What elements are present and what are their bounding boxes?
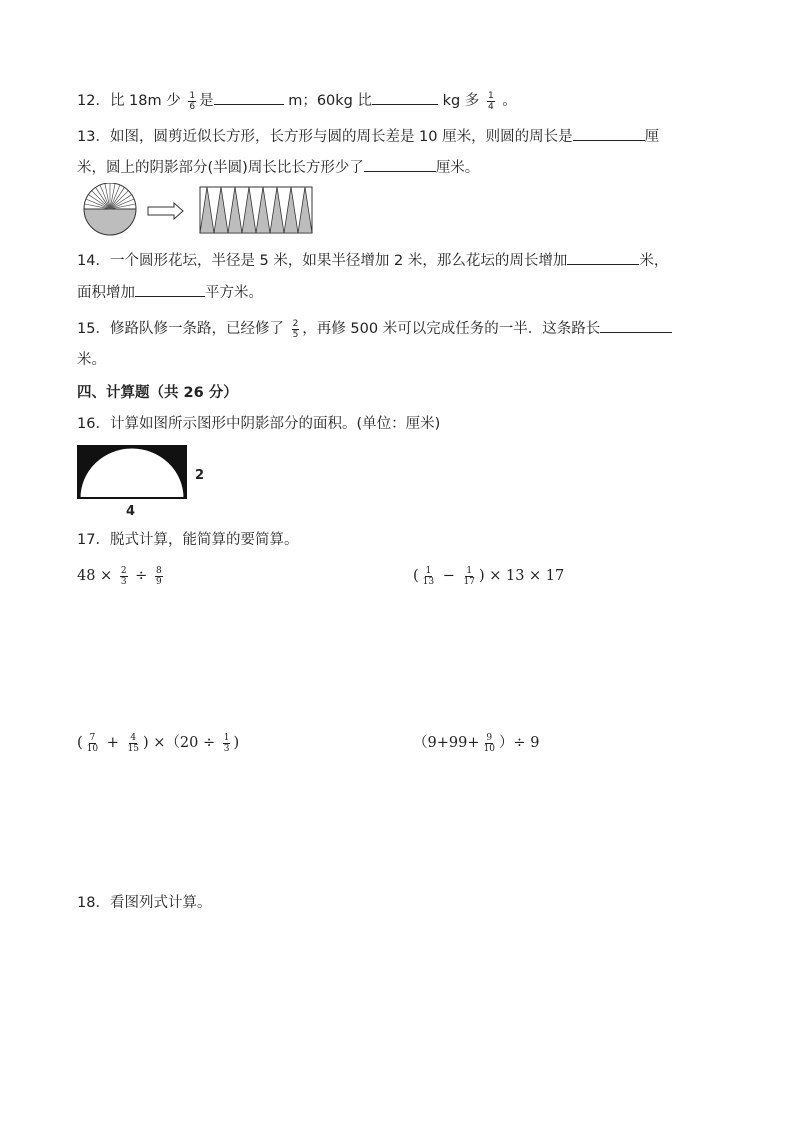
q13-text-1: 13．如图，圆剪近似长方形，长方形与圆的周长差是 10 厘米，则圆的周长是 — [77, 129, 573, 145]
question-14-line-2 — [77, 280, 263, 303]
question-18: 18．看图列式计算。 — [77, 895, 212, 911]
q12-text-4: kg 多 — [442, 93, 480, 109]
question-13-line-2 — [77, 155, 479, 178]
q15-text-2: ，再修 500 米可以完成任务的一半．这条路长 — [302, 321, 601, 337]
q15-answer-blank[interactable] — [600, 316, 672, 333]
q12-fraction-1: $\frac{1}{6}$ — [189, 90, 196, 112]
q15-text-3: 米。 — [77, 352, 106, 368]
q15-text-1: 15．修路队修一条路，已经修了 — [77, 321, 284, 337]
q17-expression-1: 48 × $\frac{2}{3}$ ÷ $\frac{8}{9}$ — [77, 565, 162, 587]
q17-expression-2: ( $\frac{1}{13}$ − $\frac{1}{17}$ ) × 13 × 17 — [413, 565, 565, 587]
q12-number: 12． — [77, 93, 110, 109]
section-4-heading: 四、计算题（共 26 分） — [77, 385, 238, 401]
q16-figure — [77, 445, 189, 501]
q17-expression-4: （9+99+ $\frac{9}{10}$ ）÷ 9 — [413, 732, 540, 754]
question-15-line-2 — [77, 350, 106, 370]
q12-text-3: m；60kg 比 — [288, 93, 372, 109]
question-13-line-1 — [77, 124, 659, 147]
q13-text-1-end: 厘 — [644, 129, 660, 145]
q15-fraction: $\frac{2}{5}$ — [292, 318, 299, 340]
question-17: 17．脱式计算，能简算的要简算。 — [77, 532, 299, 548]
q13-figure — [78, 183, 318, 239]
q14-text-1: 14．一个圆形花坛，半径是 5 米，如果半径增加 2 米，那么花坛的周长增加 — [77, 253, 568, 269]
q12-text-1: 比 18m 少 — [109, 93, 181, 109]
q14-answer-blank-1[interactable] — [567, 248, 639, 265]
q16-height-label: 2 — [195, 468, 205, 483]
right-arrow-icon — [148, 203, 183, 219]
q17-expression-3: ( $\frac{7}{10}$ + $\frac{4}{15}$ ) ×（20 ÷ $\frac{1}{3}$ ) — [77, 732, 240, 754]
q13-answer-blank-1[interactable] — [573, 124, 645, 141]
question-12 — [77, 88, 517, 112]
q13-text-2: 米，圆上的阴影部分(半圆)周长比长方形少了 — [77, 160, 364, 176]
q14-answer-blank-2[interactable] — [135, 280, 205, 297]
question-15-line-1 — [77, 316, 672, 340]
rectangle-triangles-figure — [200, 187, 312, 233]
q12-answer-blank-2[interactable] — [372, 88, 438, 105]
q14-text-2: 面积增加 — [77, 285, 135, 301]
q14-text-1-end: 米， — [639, 253, 669, 269]
question-16: 16．计算如图所示图形中阴影部分的面积。(单位：厘米) — [77, 416, 441, 432]
q13-text-3: 厘米。 — [435, 160, 480, 176]
q12-answer-blank-1[interactable] — [214, 88, 284, 105]
q12-text-5: 。 — [502, 93, 517, 109]
question-14-line-1 — [77, 248, 668, 271]
q12-text-2: 是 — [199, 93, 214, 109]
q14-text-3: 平方米。 — [205, 285, 263, 301]
q13-answer-blank-2[interactable] — [364, 155, 436, 172]
q16-width-label: 4 — [126, 504, 136, 519]
q12-fraction-2: $\frac{1}{4}$ — [487, 90, 494, 112]
circle-sectors-figure — [84, 183, 136, 235]
